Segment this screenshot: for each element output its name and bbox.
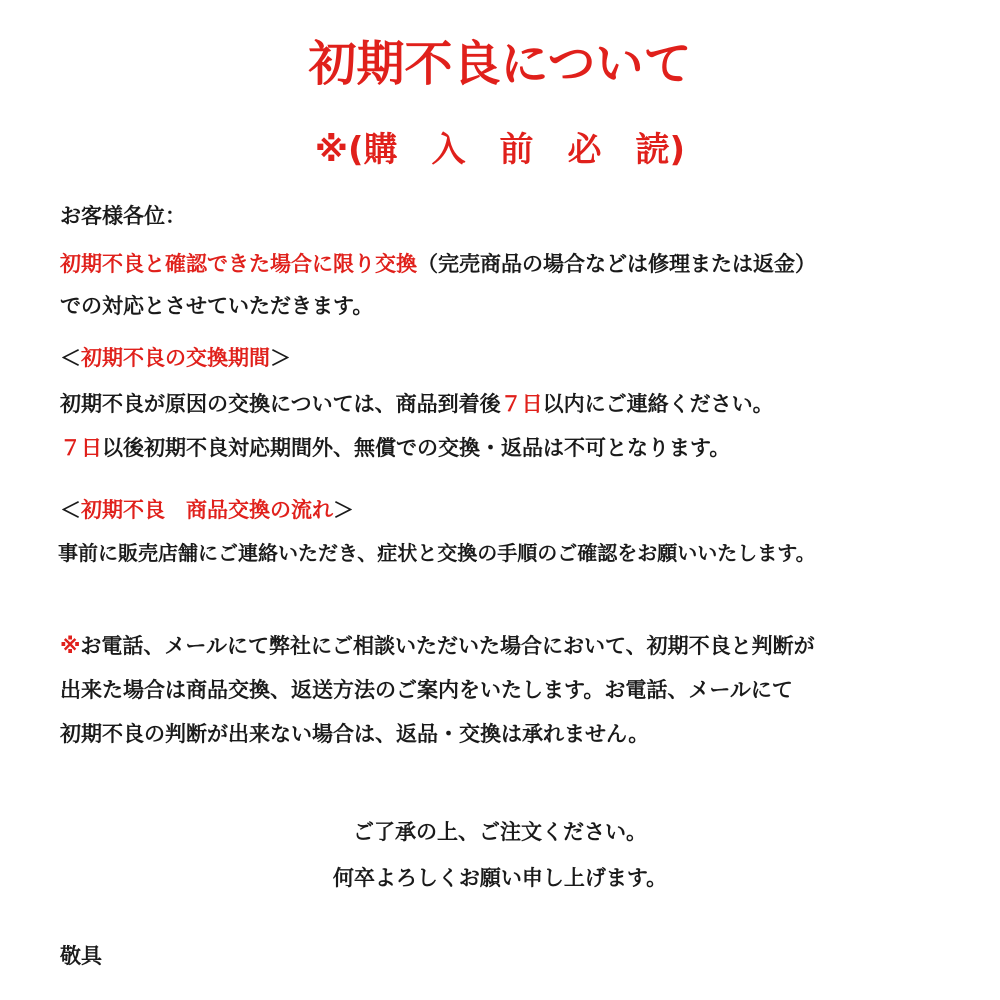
- period-days-1: ７日: [500, 392, 543, 416]
- note-line-2: 出来た場合は商品交換、返送方法のご案内をいたします。お電話、メールにて: [60, 678, 793, 702]
- period-line-1-a: 初期不良が原因の交換については、商品到着後: [60, 392, 501, 416]
- period-line-2-b: 以後初期不良対応期間外、無償での交換・返品は不可となります。: [102, 436, 731, 460]
- intro-highlight: 初期不良と確認できた場合に限り交換: [60, 252, 417, 276]
- flow-bracket-close: ＞: [333, 498, 354, 522]
- signoff: 敬具: [60, 944, 102, 968]
- intro-parenthetical: （完売商品の場合などは修理または返金）: [417, 252, 816, 276]
- note-line-1: [60, 630, 815, 662]
- page-subtitle: ※(購 入 前 必 読): [314, 130, 686, 170]
- flow-heading: [60, 494, 354, 526]
- period-days-2: ７日: [60, 436, 102, 460]
- note-line-1-text: お電話、メールにて弊社にご相談いただいた場合において、初期不良と判断が: [80, 634, 815, 658]
- intro-line-2: [60, 248, 816, 280]
- closing-line-2: 何卒よろしくお願い申し上げます。: [332, 866, 668, 890]
- flow-bracket-open: ＜: [60, 498, 81, 522]
- salutation: お客様各位：: [60, 204, 186, 228]
- closing-line-1: ご了承の上、ご注文ください。: [353, 820, 647, 844]
- period-bracket-close: ＞: [270, 346, 291, 370]
- period-heading-text: 初期不良の交換期間: [81, 346, 270, 370]
- period-line-1: [60, 388, 774, 420]
- page-title: 初期不良について: [308, 36, 692, 92]
- period-line-2: [60, 432, 730, 464]
- flow-line-1: 事前に販売店舗にご連絡いただき、症状と交換の手順のご確認をお願いいたします。: [58, 541, 816, 565]
- note-mark: ※: [60, 634, 81, 658]
- period-bracket-open: ＜: [60, 346, 81, 370]
- flow-heading-text: 初期不良 商品交換の流れ: [81, 498, 333, 522]
- intro-line-3: での対応とさせていただきます。: [60, 294, 374, 318]
- period-line-1-b: 以内にご連絡ください。: [542, 392, 774, 416]
- note-line-3: 初期不良の判断が出来ない場合は、返品・交換は承れません。: [60, 722, 650, 746]
- period-heading: [60, 342, 291, 374]
